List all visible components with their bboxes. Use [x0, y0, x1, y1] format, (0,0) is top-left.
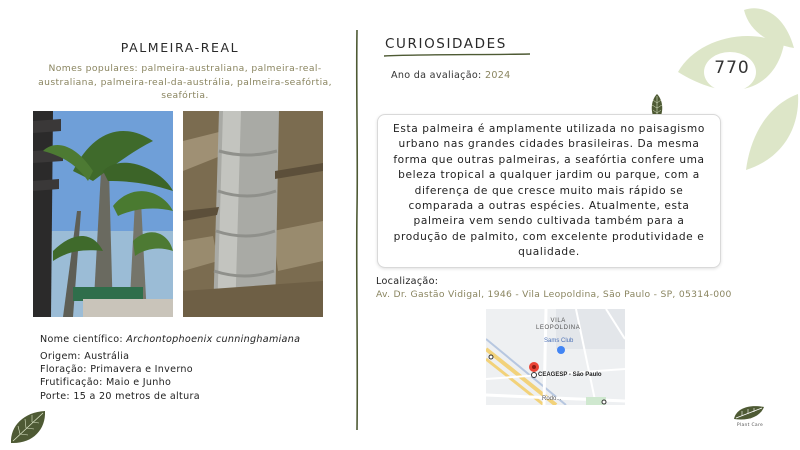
brand-logo — [730, 401, 770, 437]
location-address[interactable]: Av. Dr. Gastão Vidigal, 1946 - Vila Leopoldina, São Paulo - SP, 05314-000 — [376, 289, 732, 300]
leaf-dark-bottom-icon — [8, 408, 48, 446]
popular-names-label: Nomes populares: — [48, 63, 139, 74]
map-place-label: CEAGESP - São Paulo — [538, 372, 602, 378]
fact-value: Maio e Junho — [105, 377, 172, 389]
palm-photo-trunk — [183, 111, 323, 317]
scientific-name — [40, 334, 300, 345]
map-road-label: Rodo... — [542, 396, 562, 402]
fact-flowering — [40, 363, 200, 376]
scientific-name-label: Nome científico: — [40, 334, 123, 345]
fact-fruiting — [40, 376, 200, 389]
popular-names-value: palmeira-australiana, palmeira-real-australiana, palmeira-real-da-austrália, palmeira-seafórtia, seafórtia. — [38, 63, 332, 101]
evaluation-year — [391, 70, 511, 81]
section-title: CURIOSIDADES — [385, 36, 507, 52]
plant-number: 770 — [714, 58, 750, 78]
vertical-divider — [354, 30, 360, 430]
description-text: Esta palmeira é amplamente utilizada no paisagismo urbano nas grandes cidades brasileiras. Da mesma forma que outras palmeiras, a seafórtia confere uma beleza tropical a qualquer jardim ou parque, com a diferença de que cresce muito mais rápido se comparada a outras espécies. Atualmente, esta palmeira vem sendo cultivada também para a produção de palmito, com excelente produtividade e qualidade. — [393, 123, 705, 259]
palm-photo-canopy — [33, 111, 173, 317]
description-card — [377, 114, 721, 268]
evaluation-year-label: Ano da avaliação: — [391, 70, 482, 81]
map-district-line2: LEOPOLDINA — [536, 325, 581, 331]
map-district-line1: VILA — [550, 318, 566, 324]
fact-label: Origem: — [40, 351, 81, 362]
logo-leaf-icon — [730, 401, 770, 423]
popular-names — [30, 62, 340, 103]
fact-label: Porte: — [40, 390, 70, 402]
fact-value: Primavera e Inverno — [90, 364, 193, 376]
plant-facts — [40, 350, 200, 403]
logo-text: Plant Care — [736, 423, 764, 428]
plant-title: PALMEIRA-REAL — [120, 40, 240, 55]
fact-value: Austrália — [84, 351, 130, 362]
fact-origin — [40, 350, 200, 363]
evaluation-year-value: 2024 — [484, 70, 511, 81]
map-store-label: Sams Club — [544, 338, 574, 344]
fact-size — [40, 390, 200, 403]
fact-value: 15 a 20 metros de altura — [73, 390, 200, 402]
fact-label: Floração: — [40, 364, 87, 376]
section-underline — [384, 52, 530, 58]
scientific-name-value: Archontophoenix cunninghamiana — [126, 334, 301, 345]
location-label: Localização: — [376, 276, 439, 287]
map-district — [536, 318, 580, 332]
location-map[interactable] — [486, 309, 625, 405]
fact-label: Frutificação: — [40, 377, 103, 389]
